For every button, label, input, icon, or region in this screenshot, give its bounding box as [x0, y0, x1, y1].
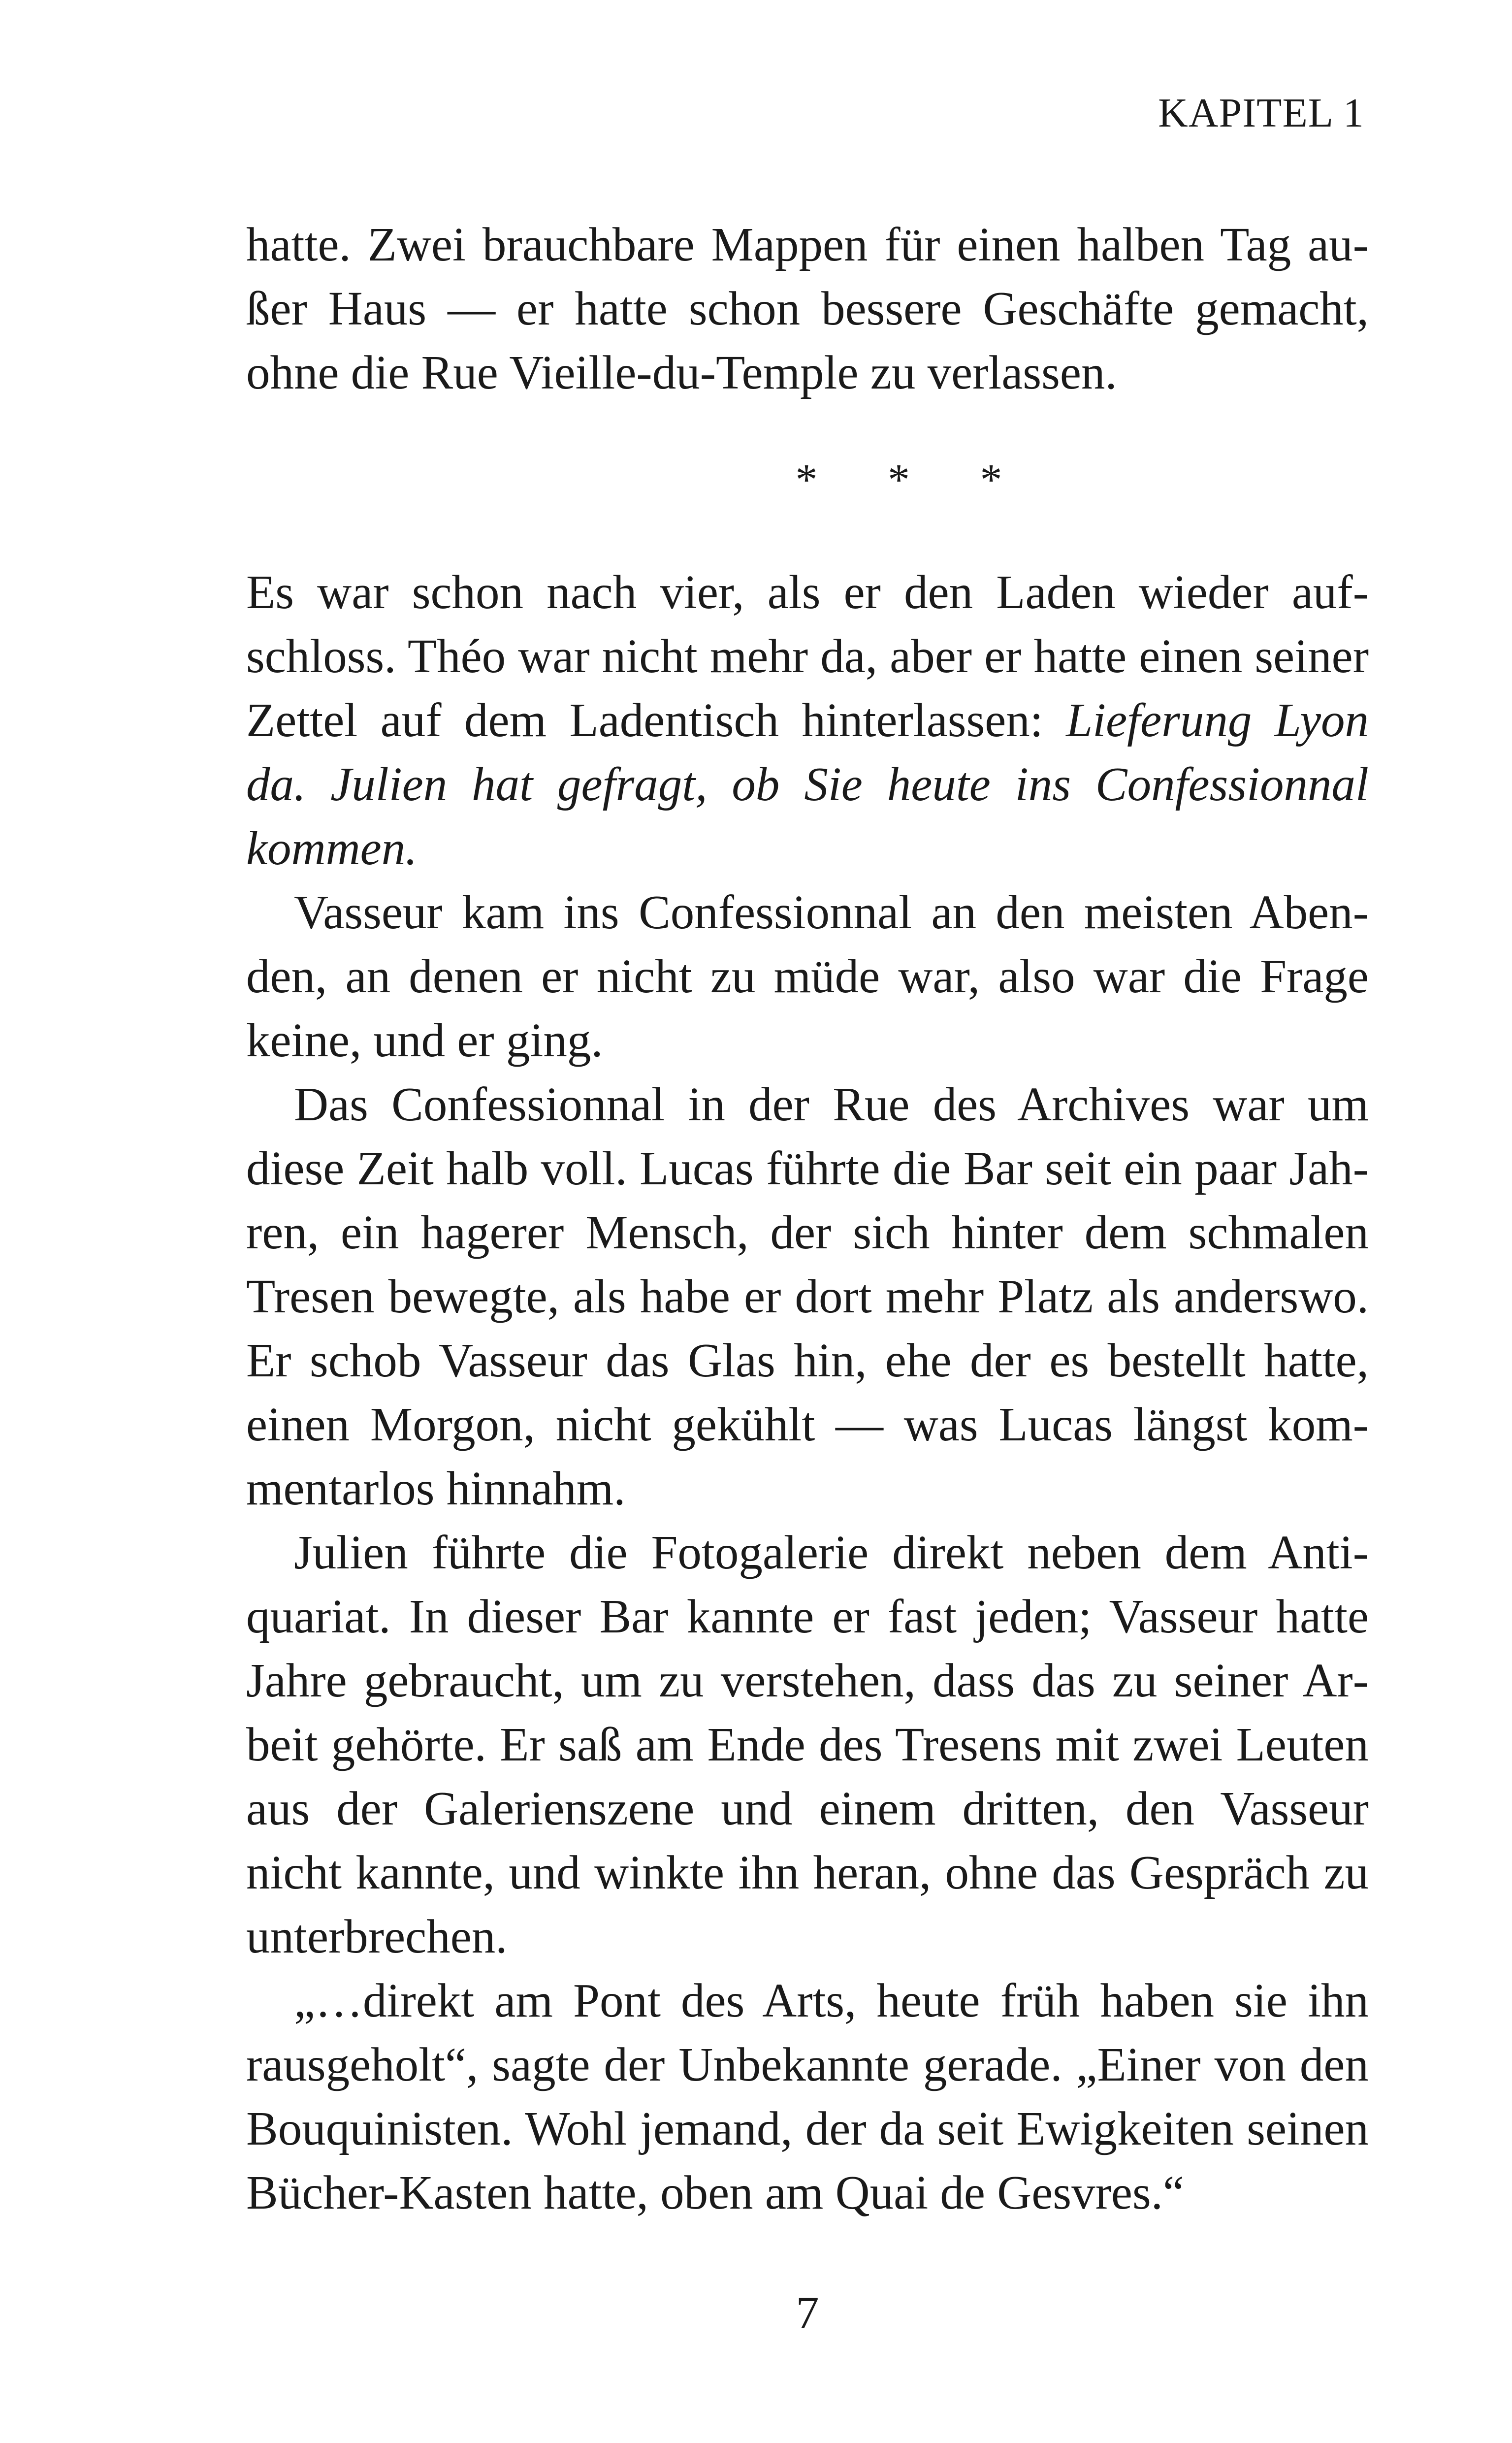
page-number: 7: [796, 2287, 819, 2339]
text-block-top: [246, 213, 1369, 405]
paragraph-continuation: hatte. Zwei brauchbare Mappen für einen halben Tag außer Haus — er hatte schon bessere Geschäfte gemacht, ohne die Rue Vieille-du-Temple zu verlassen.: [246, 218, 1369, 399]
text-block-main: [246, 560, 1369, 2225]
paragraph-4: Julien führte die Fotogalerie direkt neben dem Antiquariat. In dieser Bar kannte er fast jeden; Vasseur hatte Jahre gebraucht, um zu verstehen, dass das zu seiner Arbeit gehörte. Er saß am Ende des Tresens mit zwei Leuten aus der Galerienszene und einem dritten, den Vasseur nicht kannte, und winkte ihn heran, ohne das Gespräch zu unterbrechen.: [246, 1526, 1369, 1963]
paragraph-5: „…direkt am Pont des Arts, heute früh haben sie ihn rausgeholt“, sagte der Unbekannte gerade. „Einer von den Bouquinisten. Wohl jemand, der da seit Ewigkeiten seinen Bücher-Kasten hatte, oben am Quai de Gesvres.“: [246, 1974, 1369, 2219]
paragraph-1-note-italic: Lieferung Lyon da. Julien hat gefragt, ob Sie heute ins Confessionnal kommen.: [246, 694, 1369, 875]
paragraph-1-text: Es war schon nach vier, als er den Laden wieder aufschloss. Théo war nicht mehr da, aber er hatte einen seiner Zettel auf dem Ladentisch hinterlassen:: [246, 566, 1369, 747]
paragraph-3: Das Confessionnal in der Rue des Archives war um diese Zeit halb voll. Lucas führte die Bar seit ein paar Jahren, ein hagerer Mensch, der sich hinter dem schmalen Tresen bewegte, als habe er dort mehr Platz als anderswo. Er schob Vasseur das Glas hin, ehe der es bestellt hatte, einen Morgon, nicht gekühlt — was Lucas längst kommentarlos hinnahm.: [246, 1078, 1369, 1515]
scene-break: * * *: [795, 456, 1032, 504]
paragraph-2: Vasseur kam ins Confessionnal an den meisten Abenden, an denen er nicht zu müde war, also war die Frage keine, und er ging.: [246, 886, 1369, 1067]
paragraph-1: [246, 560, 1369, 880]
running-head: KAPITEL 1: [1158, 90, 1364, 136]
